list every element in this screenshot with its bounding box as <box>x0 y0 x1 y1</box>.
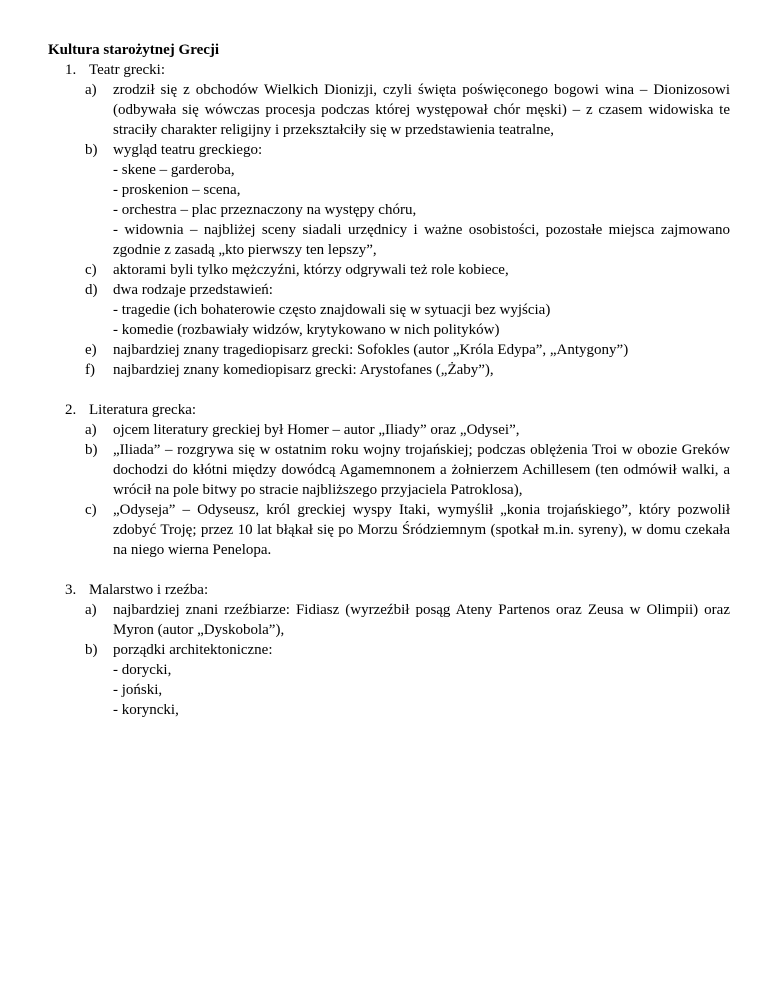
list-item <box>48 140 730 260</box>
list-item <box>48 420 730 440</box>
document-page <box>48 40 730 720</box>
list-item-text: wygląd teatru greckiego: <box>113 142 263 158</box>
section-heading <box>48 400 730 420</box>
list-subitem: - joński, <box>113 682 163 698</box>
list-item-text: ojcem literatury greckiej był Homer – autor „Iliady” oraz „Odysei”, <box>113 422 520 438</box>
list-item <box>48 360 730 380</box>
list-subitem: - koryncki, <box>113 702 179 718</box>
list-item <box>48 500 730 560</box>
list-item <box>48 640 730 720</box>
list-item-text: zrodził się z obchodów Wielkich Dionizji, czyli święta poświęconego bogowi wina – Dionizosowi (odbywała się wówczas procesja podczas której występował chór męski) – z czasem widowiska te straciły charakter religijny i przekształciły się w przedstawienia teatralne, <box>113 82 730 138</box>
list-item-text: porządki architektoniczne: <box>113 642 273 658</box>
list-item-letter: f) <box>85 362 95 378</box>
list-item-text: „Odyseja” – Odyseusz, król greckiej wyspy Itaki, wymyślił „konia trojańskiego”, który pozwolił zdobyć Troję; przez 10 lat błąkał się po Morzu Śródziemnym (spotkał m.in. syreny), w domu czekała na niego wierna Penelopa. <box>113 502 730 558</box>
list-item <box>48 280 730 340</box>
section-number: 2. <box>65 402 77 418</box>
section-number: 1. <box>65 62 77 78</box>
list-subitem: - orchestra – plac przeznaczony na występy chóru, <box>113 202 417 218</box>
list-item-letter: a) <box>85 422 97 438</box>
list-item-text: najbardziej znany komediopisarz grecki: Arystofanes („Żaby”), <box>113 362 494 378</box>
list-item-text: dwa rodzaje przedstawień: <box>113 282 273 298</box>
list-subitem: - widownia – najbliżej sceny siadali urzędnicy i ważne osobistości, pozostałe miejsca zajmowano zgodnie z zasadą „kto pierwszy ten lepszy”, <box>113 222 730 258</box>
list-item-text: „Iliada” – rozgrywa się w ostatnim roku wojny trojańskiej; podczas oblężenia Troi w obozie Greków dochodzi do kłótni między dowódcą Agamemnonem a żołnierzem Achillesem (ten odmówił walki, a wrócił na pole bitwy po stracie najbliższego przyjaciela Patroklosa), <box>113 442 730 498</box>
list-item-text: najbardziej znany tragediopisarz grecki: Sofokles (autor „Króla Edypa”, „Antygony”) <box>113 342 629 358</box>
list-item <box>48 340 730 360</box>
list-item-letter: c) <box>85 262 97 278</box>
list-subitem: - komedie (rozbawiały widzów, krytykowano w nich polityków) <box>113 322 500 338</box>
section <box>48 60 730 380</box>
list-subitem: - tragedie (ich bohaterowie często znajdowali się w sytuacji bez wyjścia) <box>113 302 551 318</box>
section-number: 3. <box>65 582 77 598</box>
sections-container <box>48 60 730 720</box>
list-item <box>48 440 730 500</box>
list-item-letter: c) <box>85 502 97 518</box>
list-subitem: - proskenion – scena, <box>113 182 241 198</box>
document-title: Kultura starożytnej Grecji <box>48 42 220 58</box>
list-item <box>48 260 730 280</box>
list-item-letter: b) <box>85 642 98 658</box>
list-subitem: - skene – garderoba, <box>113 162 235 178</box>
section <box>48 400 730 560</box>
list-item-letter: b) <box>85 442 98 458</box>
list-item-letter: b) <box>85 142 98 158</box>
section-heading <box>48 580 730 600</box>
section-heading-text: Malarstwo i rzeźba: <box>89 582 209 598</box>
section-heading-text: Literatura grecka: <box>89 402 197 418</box>
list-item-text: najbardziej znani rzeźbiarze: Fidiasz (wyrzeźbił posąg Ateny Partenos oraz Zeusa w Olimpii) oraz Myron (autor „Dyskobola”), <box>113 602 730 638</box>
list-item-letter: a) <box>85 82 97 98</box>
section-heading <box>48 60 730 80</box>
section-heading-text: Teatr grecki: <box>89 62 165 78</box>
list-item-text: aktorami byli tylko mężczyźni, którzy odgrywali też role kobiece, <box>113 262 509 278</box>
list-item-letter: e) <box>85 342 97 358</box>
list-item-letter: d) <box>85 282 98 298</box>
section <box>48 580 730 720</box>
list-subitem: - dorycki, <box>113 662 172 678</box>
list-item-letter: a) <box>85 602 97 618</box>
list-item <box>48 80 730 140</box>
list-item <box>48 600 730 640</box>
